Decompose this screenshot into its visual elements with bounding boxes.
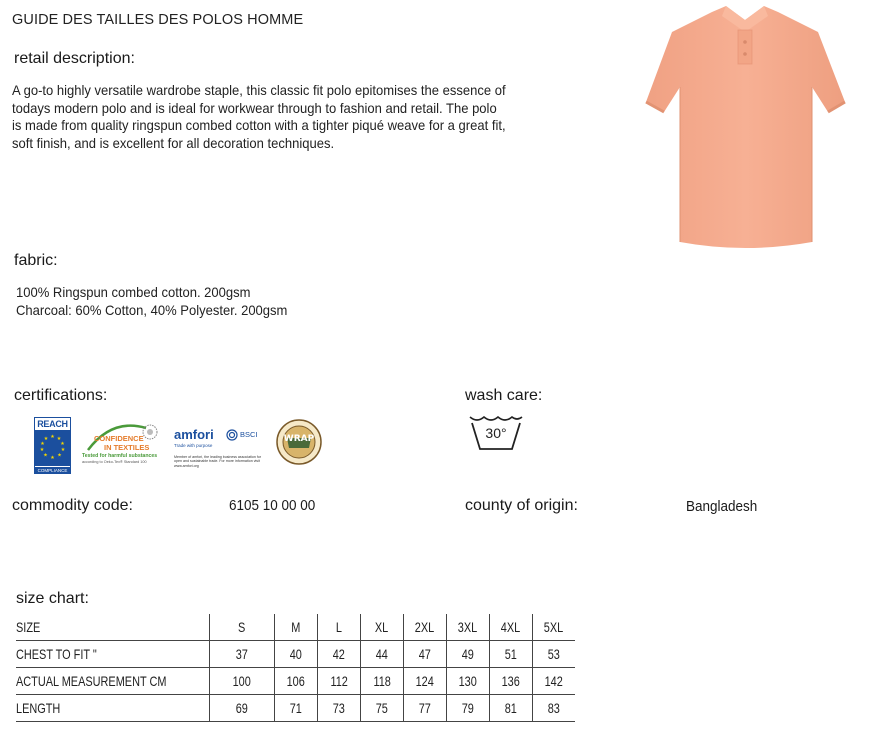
reach-label: REACH bbox=[37, 419, 68, 429]
table-cell: XL bbox=[360, 614, 403, 641]
amfori-logo: amfori bbox=[174, 427, 214, 442]
table-cell: 5XL bbox=[532, 614, 575, 641]
table-cell: 81 bbox=[489, 695, 532, 722]
oeko-standard: according to Oeko-Tex® Standard 100 bbox=[82, 460, 147, 464]
table-cell: 47 bbox=[403, 641, 446, 668]
size-chart-table bbox=[16, 614, 575, 722]
svg-text:★: ★ bbox=[39, 447, 45, 453]
svg-text:★: ★ bbox=[43, 436, 49, 442]
svg-text:★: ★ bbox=[56, 436, 62, 442]
retail-line: soft finish, and is excellent for all decoration techniques. bbox=[12, 134, 335, 151]
amfori-member-text: Member of amfori, the leading business association for open and sustainable trade. For more information visit www.amfori.org bbox=[174, 455, 262, 468]
wash-temperature: 30° bbox=[485, 425, 507, 441]
commodity-code-heading: commodity code: bbox=[12, 497, 133, 514]
wrap-certification-badge bbox=[275, 418, 323, 466]
wash-care-heading: wash care: bbox=[465, 387, 543, 404]
table-cell: 51 bbox=[489, 641, 532, 668]
table-cell: 77 bbox=[403, 695, 446, 722]
fabric-line: 100% Ringspun combed cotton. 200gsm bbox=[16, 284, 251, 300]
table-cell: 75 bbox=[360, 695, 403, 722]
table-cell: 44 bbox=[360, 641, 403, 668]
table-cell: 49 bbox=[446, 641, 489, 668]
retail-line: is made from quality ringspun combed cotton with a tighter piqué weave for a great fit, bbox=[12, 117, 506, 133]
svg-text:★: ★ bbox=[43, 452, 48, 459]
oeko-tex-badge bbox=[82, 420, 164, 475]
table-cell: 71 bbox=[274, 695, 317, 722]
amfori-tagline: Trade with purpose bbox=[174, 443, 213, 448]
retail-line: todays modern polo and is ideal for workwear through to fashion and retail. The polo bbox=[12, 99, 497, 116]
svg-text:★: ★ bbox=[60, 441, 65, 447]
table-cell: 69 bbox=[209, 695, 274, 722]
table-cell: ACTUAL MEASUREMENT CM bbox=[16, 673, 167, 689]
commodity-code-value: 6105 10 00 00 bbox=[229, 498, 316, 514]
table-cell: 142 bbox=[532, 668, 575, 695]
retail-description-text bbox=[12, 82, 570, 152]
table-cell: 37 bbox=[209, 641, 274, 668]
fabric-line: Charcoal: 60% Cotton, 40% Polyester. 200gsm bbox=[16, 301, 288, 318]
table-cell: 42 bbox=[317, 641, 360, 668]
table-cell: 40 bbox=[274, 641, 317, 668]
table-cell: 79 bbox=[446, 695, 489, 722]
certifications-heading: certifications: bbox=[14, 387, 108, 404]
table-cell: 124 bbox=[403, 668, 446, 695]
amfori-circle-icon bbox=[226, 429, 238, 441]
table-cell: 2XL bbox=[403, 614, 446, 641]
table-cell: 73 bbox=[317, 695, 360, 722]
table-row bbox=[16, 668, 575, 695]
table-row bbox=[16, 695, 575, 722]
table-cell: 112 bbox=[317, 668, 360, 695]
wrap-label: WRAP bbox=[283, 434, 315, 444]
svg-text:★: ★ bbox=[40, 441, 45, 447]
table-cell: CHEST TO FIT " bbox=[16, 646, 97, 662]
table-cell: LENGTH bbox=[16, 700, 61, 716]
table-cell: L bbox=[317, 614, 360, 641]
amfori-bsci-badge bbox=[174, 427, 266, 475]
table-cell: 53 bbox=[532, 641, 575, 668]
table-cell: S bbox=[209, 614, 274, 641]
fabric-text bbox=[16, 284, 388, 319]
table-cell: 100 bbox=[209, 668, 274, 695]
oeko-tested: Tested for harmful substances bbox=[82, 453, 158, 459]
table-cell: 4XL bbox=[489, 614, 532, 641]
oeko-confidence: CONFIDENCE bbox=[94, 434, 144, 443]
retail-description-heading: retail description: bbox=[14, 50, 135, 67]
svg-text:★: ★ bbox=[60, 447, 66, 453]
retail-line: A go-to highly versatile wardrobe staple, this classic fit polo epitomises the essence of bbox=[12, 82, 506, 98]
reach-compliance-badge bbox=[34, 417, 71, 474]
country-of-origin-heading: county of origin: bbox=[465, 497, 578, 514]
oeko-textiles: IN TEXTILES bbox=[104, 443, 150, 452]
document-title: GUIDE DES TAILLES DES POLOS HOMME bbox=[12, 12, 304, 28]
table-cell: 83 bbox=[532, 695, 575, 722]
reach-compliance-label: COMPLIANCE bbox=[35, 466, 70, 474]
fabric-heading: fabric: bbox=[14, 252, 58, 269]
table-cell: 136 bbox=[489, 668, 532, 695]
size-header-row bbox=[16, 614, 575, 641]
wash-care-icon bbox=[468, 413, 524, 453]
table-cell: 118 bbox=[360, 668, 403, 695]
polo-shirt-image bbox=[640, 2, 850, 254]
table-cell: M bbox=[274, 614, 317, 641]
table-cell: 3XL bbox=[446, 614, 489, 641]
svg-text:★: ★ bbox=[57, 452, 62, 459]
country-of-origin-value: Bangladesh bbox=[686, 499, 758, 515]
table-cell: SIZE bbox=[16, 619, 41, 635]
table-row bbox=[16, 641, 575, 668]
amfori-bsci-label: BSCI bbox=[240, 430, 258, 439]
table-cell: 106 bbox=[274, 668, 317, 695]
svg-text:★: ★ bbox=[50, 455, 55, 461]
svg-text:★: ★ bbox=[50, 434, 55, 440]
table-cell: 130 bbox=[446, 668, 489, 695]
eu-stars-icon bbox=[35, 430, 70, 466]
size-chart-heading: size chart: bbox=[16, 590, 89, 607]
